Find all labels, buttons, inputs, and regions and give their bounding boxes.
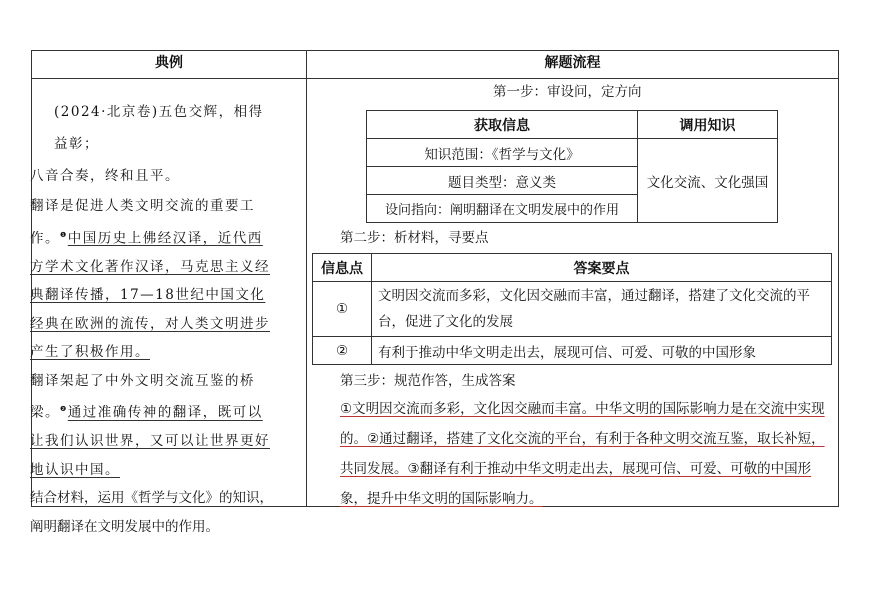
question-text: 结合材料，运用《哲学与文化》的知识，阐明翻译在文明发展中的作用。 — [30, 490, 273, 535]
step2-table — [312, 253, 832, 365]
header-divider — [32, 78, 838, 79]
material-paragraph-2 — [30, 367, 275, 485]
row2-number: ② — [313, 337, 372, 365]
step1-table — [366, 110, 778, 223]
material-1-body: 中国历史上佛经汉译，近代西方学术文化著作汉译，马克思主义经典翻译传播，17—18世纪中国文化经典在欧洲的流传，对人类文明进步产生了积极作用。 — [30, 230, 270, 360]
info-direction: 设问指向：阐明翻译在文明发展中的作用 — [367, 195, 638, 223]
col-answer-point: 答案要点 — [372, 254, 832, 282]
header-example: 典例 — [155, 55, 183, 71]
column-divider — [306, 51, 307, 506]
header-process: 解题流程 — [544, 55, 601, 71]
knowledge-cell: 文化交流、文化强国 — [638, 139, 778, 223]
final-answer: ①文明因交流而多彩，文化因交融而丰富。中华文明的国际影响力是在交流中实现的。②通过翻译，搭建了文化交流的平台，有利于各种文明交流互鉴，取长补短，共同发展。③翻译有利于推动中华文明走出去，展现可信、可爱、可敬的中国形象，提升中华文明的国际影响力。 — [340, 401, 825, 507]
quote-line-2: 八音合奏，终和且平。 — [30, 168, 180, 184]
material-paragraph-1 — [30, 192, 275, 367]
material-2-lead: 翻译架起了中外文明交流互鉴的桥梁。 — [30, 372, 255, 421]
step2-title: 第二步：析材料，寻要点 — [340, 230, 489, 246]
col-get-info: 获取信息 — [367, 111, 638, 139]
step1-title: 第一步：审设问，定方向 — [493, 84, 642, 100]
row1-number: ① — [313, 282, 372, 337]
material-2-body: 通过准确传神的翻译，既可以让我们认识世界，又可以让世界更好地认识中国。 — [30, 404, 270, 478]
info-scope: 知识范围：《哲学与文化》 — [367, 139, 638, 167]
row2-text: 有利于推动中华文明走出去，展现可信、可爱、可敬的中国形象 — [372, 337, 832, 365]
col-use-knowledge: 调用知识 — [638, 111, 778, 139]
quote-line-1: (2024·北京卷)五色交辉，相得益彰； — [54, 104, 264, 152]
info-type: 题目类型：意义类 — [367, 167, 638, 195]
col-info-point: 信息点 — [313, 254, 372, 282]
marker-2: ❷ — [60, 405, 68, 413]
material-1-lead: 翻译是促进人类文明交流的重要工作。 — [30, 198, 255, 246]
row1-text: 文明因交流而多彩，文化因交融而丰富，通过翻译，搭建了文化交流的平台，促进了文化的发展 — [372, 282, 832, 337]
step3-title: 第三步：规范作答，生成答案 — [340, 373, 516, 389]
marker-1: ❶ — [60, 230, 68, 239]
example-column — [30, 96, 275, 541]
